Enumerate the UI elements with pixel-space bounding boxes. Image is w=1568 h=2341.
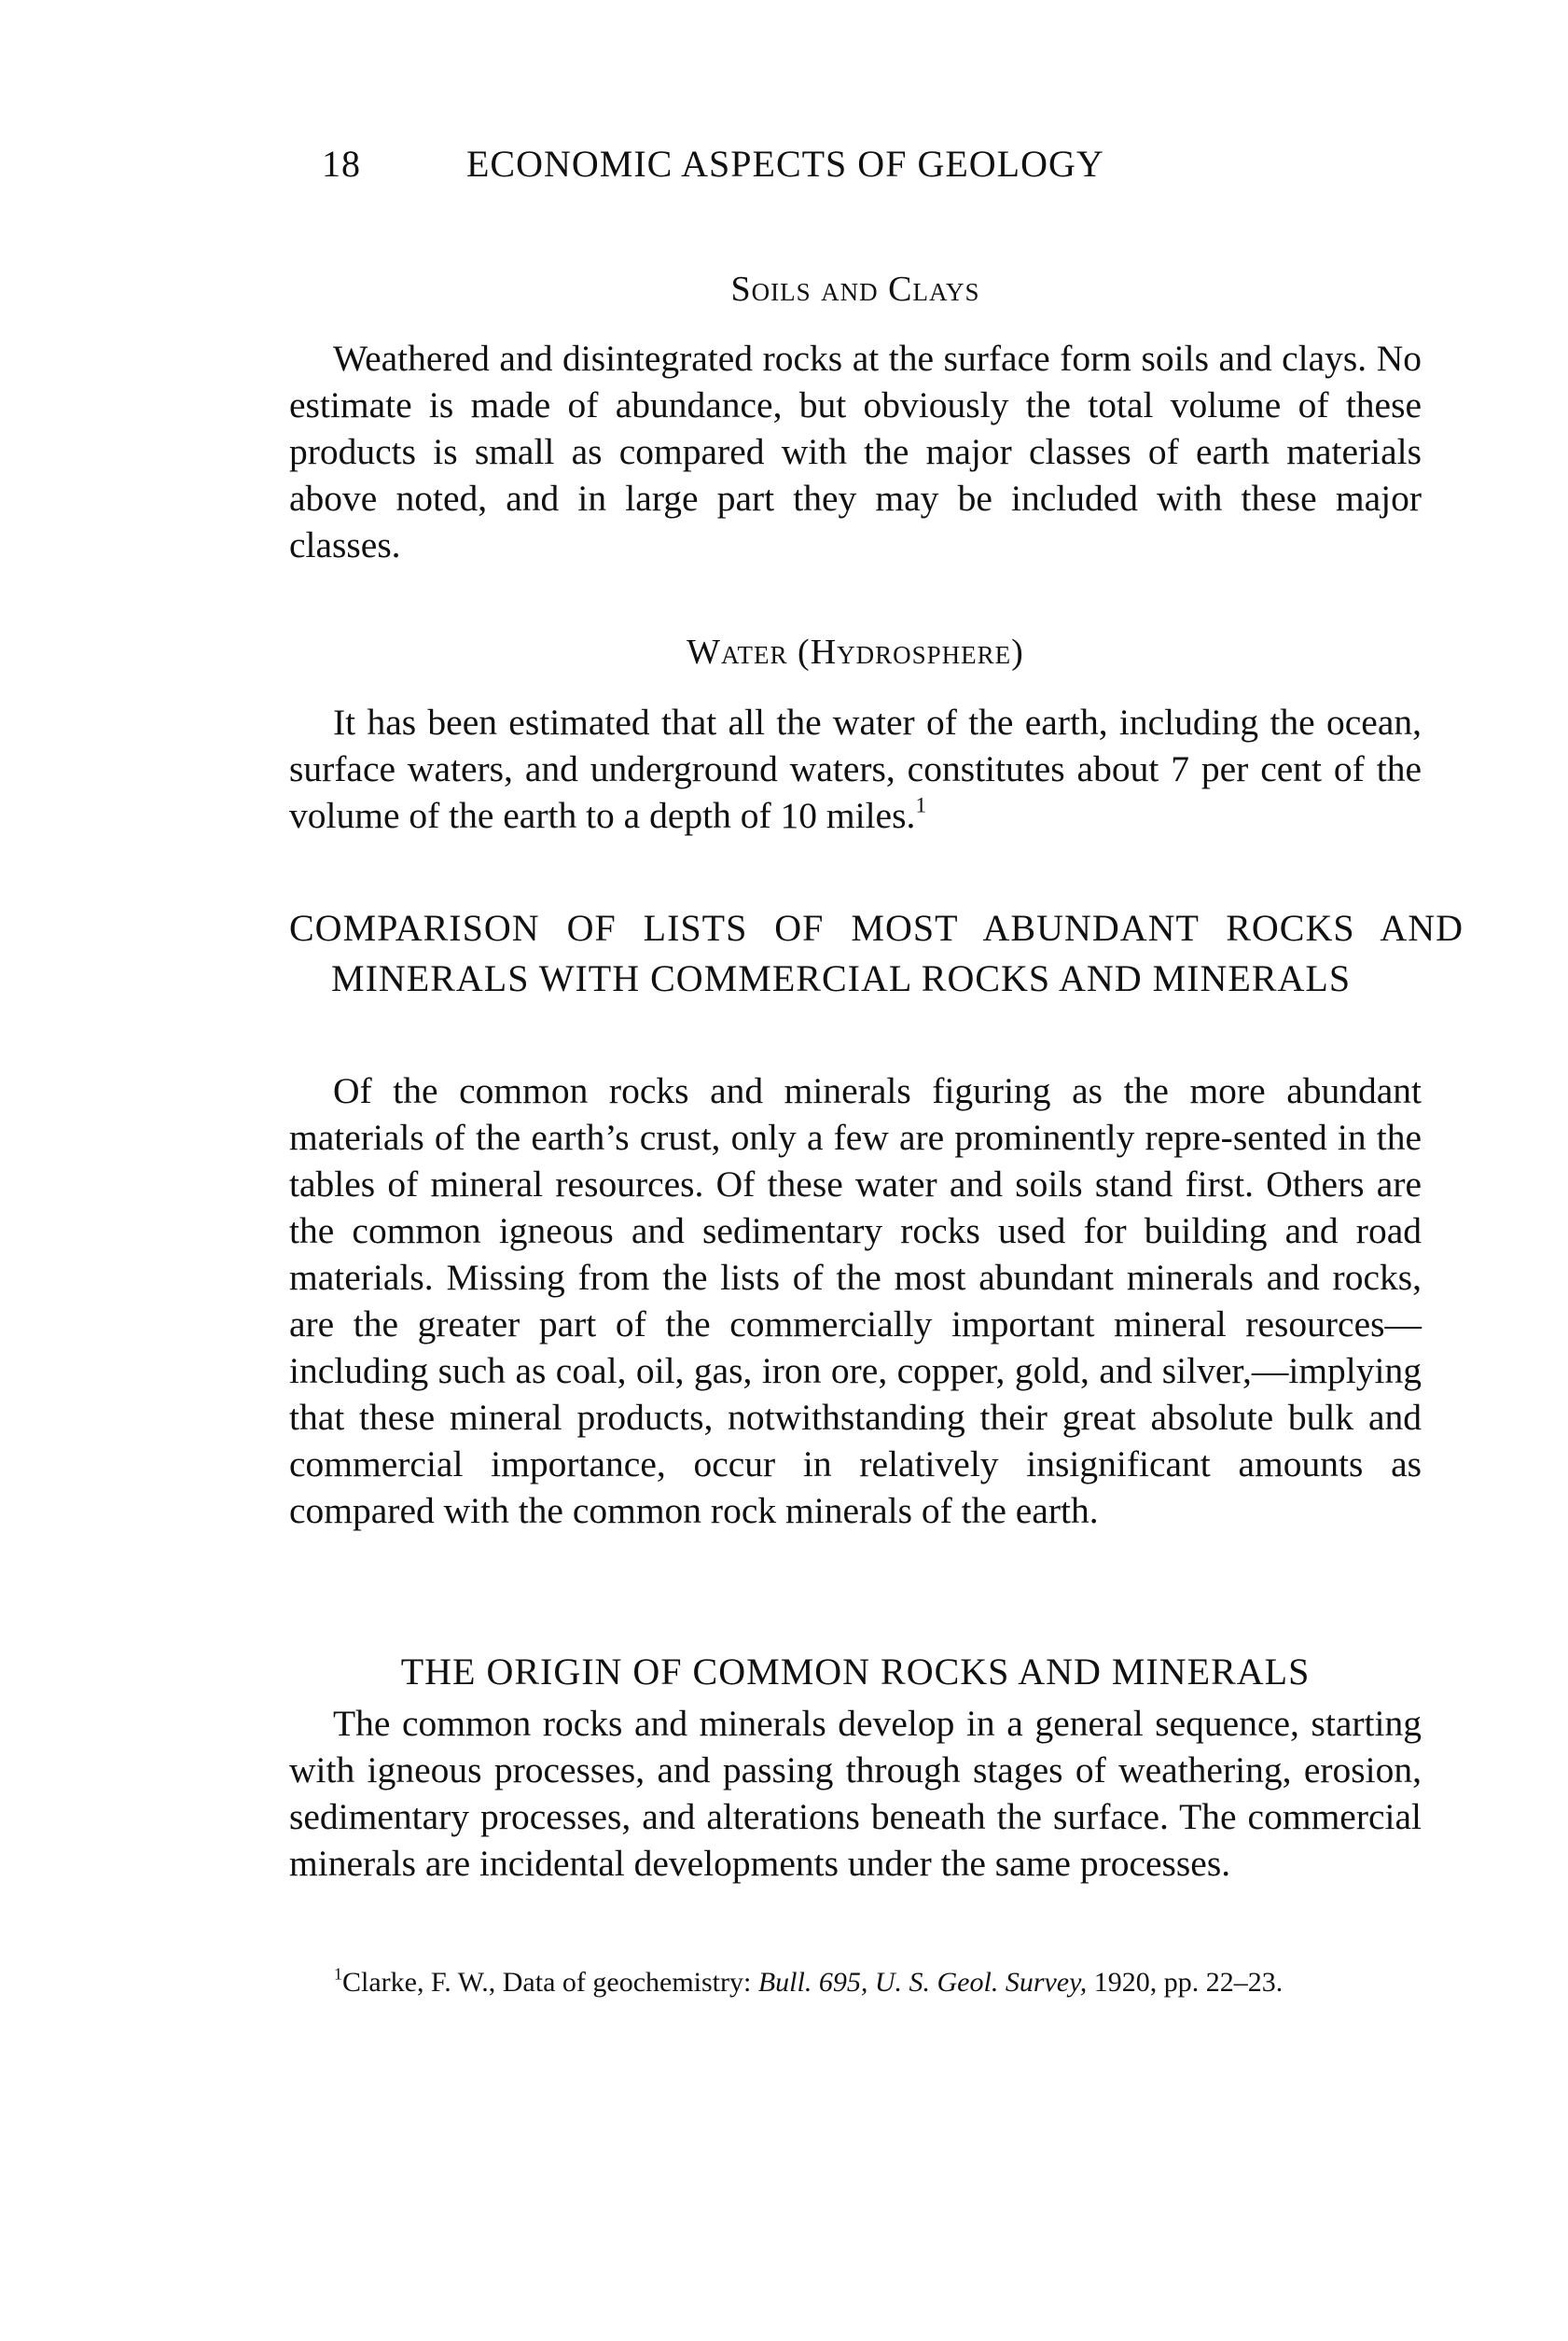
paragraph-comparison: Of the common rocks and minerals figuring as the more abundant materials of the earth’s crust, only a few are prominently repre-sented in the tables of mineral resources. Of these water and soils stand first. Others are the common igneous and sedimentary rocks used for building and road materials. Missing from the lists of the most abundant minerals and rocks, are the greater part of the commercially important mineral resources—including such as coal, oil, gas, iron ore, copper, gold, and silver,—implying that these mineral products, notwithstanding their great absolute bulk and commercial importance, occur in relatively insignificant amounts as compared with the common rock minerals of the earth.	[289, 1070, 1422, 1531]
footnote-marker: 1	[334, 1964, 342, 1984]
paragraph-water-text: It has been estimated that all the water of the earth, including the ocean, surface waters, and underground waters, constitutes about 7 per cent of the volume of the earth to a depth of 10 miles.	[289, 702, 1422, 836]
footnote-series: Bull. 695, U. S. Geol. Survey,	[757, 1967, 1088, 1998]
footnote-tail: 1920, pp. 22–23.	[1087, 1967, 1284, 1998]
section-heading-comparison: COMPARISON OF LISTS OF MOST ABUNDANT ROCKS AND MINERALS WITH COMMERCIAL ROCKS AND MINERALS	[289, 907, 1464, 999]
running-title: ECONOMIC ASPECTS OF GEOLOGY	[466, 143, 1104, 185]
footnote	[289, 1963, 1422, 2001]
paragraph-soils-and-clays: Weathered and disintegrated rocks at the surface form soils and clays. No estimate is made of abundance, but obviously the total volume of these products is small as compared with the major classes of earth materials above noted, and in large part they may be included with these major classes.	[289, 338, 1422, 565]
section-heading-origin: THE ORIGIN OF COMMON ROCKS AND MINERALS	[400, 1651, 1311, 1693]
section-heading-soils-and-clays: Soils and Clays	[730, 270, 980, 309]
footnote-reference[interactable]: 1	[915, 793, 927, 818]
paragraph-water	[289, 699, 1422, 839]
page-number: 18	[322, 143, 361, 185]
section-heading-water: Water (Hydrosphere)	[687, 633, 1024, 672]
footnote-author: Clarke, F. W., Data of geochemistry:	[342, 1967, 758, 1998]
running-head	[322, 142, 1255, 198]
paragraph-origin: The common rocks and minerals develop in a general sequence, starting with igneous processes, and passing through stages of weathering, erosion, sedimentary processes, and alterations beneath the surface. The commercial minerals are incidental developments under the same processes.	[289, 1703, 1422, 1884]
